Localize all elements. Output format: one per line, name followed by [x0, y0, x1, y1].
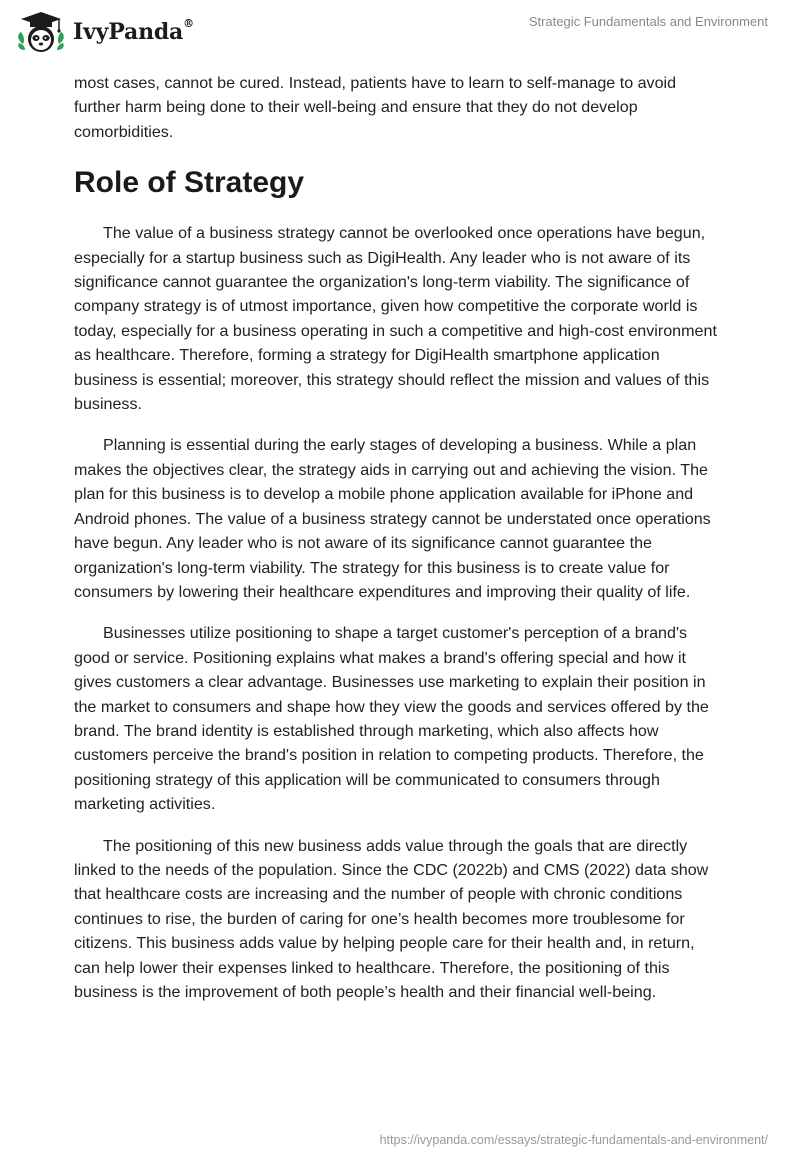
section-heading: Role of Strategy	[74, 166, 305, 200]
body-paragraph: The positioning of this new business adds value through the goals that are directly linked to the needs of the population. Since the CDC (2022b) and CMS (2022) data show that healthcare costs are increasing and the number of people with chronic conditions continues to rise, the burden of caring for one’s health becomes more troublesome for citizens. This business adds value by helping people care for their health and, in return, can help lower their expenses linked to healthcare. Therefore, the positioning of this business is the improvement of both people’s health and their financial well-being.	[74, 836, 709, 1001]
body-paragraph: Planning is essential during the early stages of developing a business. While a plan makes the objectives clear, the strategy aids in carrying out and achieving the vision. The plan for this business is to develop a mobile phone application available for iPhone and Android phones. The value of a business strategy cannot be understated once operations have begun. Any leader who is not aware of its significance cannot guarantee the organization's long-term viability. The strategy for this business is to create value for consumers by lowering their healthcare expenditures and improving their quality of life.	[74, 436, 711, 601]
source-url-link[interactable]: https://ivypanda.com/essays/strategic-fundamentals-and-environment/	[379, 1133, 768, 1147]
panda-logo-icon	[15, 10, 67, 54]
intro-paragraph-tail: most cases, cannot be cured. Instead, patients have to learn to self-manage to avoid further harm being done to their well-being and ensure that they do not develop comorbidities.	[74, 74, 677, 141]
ivypanda-logo[interactable]	[15, 10, 194, 54]
document-title: Strategic Fundamentals and Environment	[528, 14, 768, 29]
essay-body	[74, 71, 724, 1021]
registered-mark: ®	[183, 17, 194, 30]
page-header	[0, 0, 800, 66]
brand-name: IvyPanda®	[73, 17, 194, 45]
body-paragraph: Businesses utilize positioning to shape a target customer's perception of a brand's good or service. Positioning explains what makes a brand's offering special and how it gives customers a clear advantage. Businesses use marketing to explain their position in the market to consumers and shape how they view the goods and services offered by the brand. The brand identity is established through marketing, which also affects how customers perceive the brand's position in relation to competing products. Therefore, the positioning strategy of this application will be communicated to consumers through marketing activities.	[74, 624, 709, 814]
body-paragraph: The value of a business strategy cannot be overlooked once operations have begun, especially for a startup business such as DigiHealth. Any leader who is not aware of its significance cannot guarantee the organization's long-term viability. The significance of company strategy is of utmost importance, given how competitive the corporate world is today, especially for a business operating in such a competitive and high-cost environment as healthcare. Therefore, forming a strategy for DigiHealth smartphone application business is essential; moreover, this strategy should reflect the mission and values of this business.	[74, 224, 717, 414]
